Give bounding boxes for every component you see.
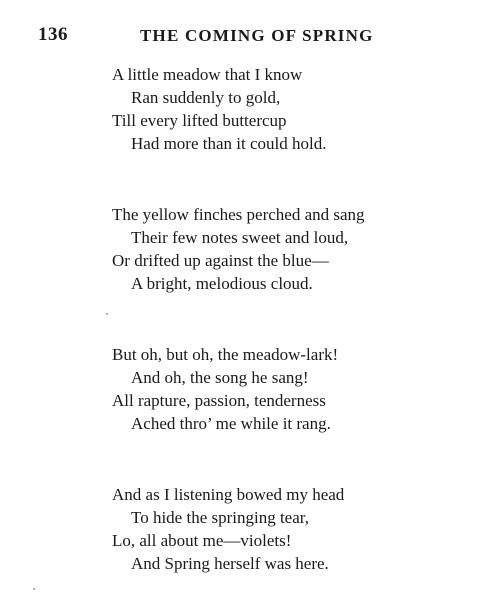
poem-line: But oh, but oh, the meadow-lark! — [112, 345, 339, 364]
poem-line: Till every lifted buttercup — [112, 111, 287, 130]
stanza-2 — [112, 203, 452, 295]
poem-line: A little meadow that I know — [112, 65, 303, 84]
stanza-1 — [112, 63, 452, 155]
poem-line: And as I listening bowed my head — [112, 485, 345, 504]
poem-line: A bright, melodious cloud. — [131, 274, 313, 293]
poem-line: All rapture, passion, tenderness — [112, 391, 326, 410]
running-head: THE COMING OF SPRING — [140, 26, 374, 45]
poem-line: Had more than it could hold. — [131, 134, 327, 153]
page-number: 136 — [38, 24, 68, 45]
stanza-3 — [112, 343, 452, 435]
stanza-4 — [112, 483, 452, 575]
poem-line: And Spring herself was here. — [131, 554, 329, 573]
poem-line: Ached thro’ me while it rang. — [131, 414, 331, 433]
poem-line: To hide the springing tear, — [131, 508, 310, 527]
poem-line: Or drifted up against the blue— — [112, 251, 329, 270]
print-speck — [106, 313, 108, 315]
poem-line: And oh, the song he sang! — [131, 368, 309, 387]
poem-line: The yellow finches perched and sang — [112, 205, 365, 224]
poem-line: Lo, all about me—violets! — [112, 531, 292, 550]
poem-line: Their few notes sweet and loud, — [131, 228, 349, 247]
print-speck — [33, 588, 35, 590]
poem-line: Ran suddenly to gold, — [131, 88, 281, 107]
